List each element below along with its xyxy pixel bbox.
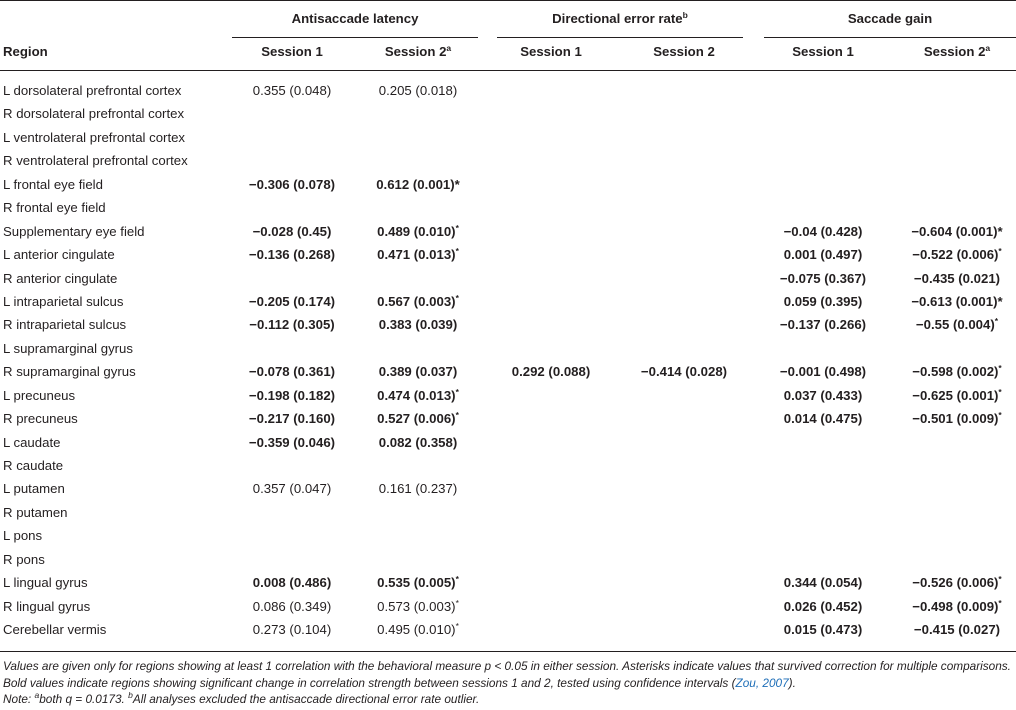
value-cell [898,267,1016,290]
footnote-note [3,691,1013,708]
value-text: 0.205 (0.018) [378,83,458,98]
value-cell [232,477,352,500]
value-cell [898,313,1016,336]
value-cell [898,618,1016,641]
value-cell [232,243,352,266]
value-text: 0.082 (0.358) [378,434,458,450]
value-text: −0.625 (0.001) [912,387,999,403]
value-cell [232,618,352,641]
value-cell [232,220,352,243]
significance-mark: * [998,363,1002,374]
value-cell [358,173,478,196]
value-text: 0.273 (0.104) [252,622,332,638]
table-row [0,149,1016,172]
value-text: 0.086 (0.349) [252,598,332,614]
value-text: −0.136 (0.268) [248,247,336,263]
region-name: L intraparietal sulcus [3,293,124,309]
value-cell [625,360,743,383]
value-cell [232,173,352,196]
header-rule [0,70,1016,71]
value-text: 0.344 (0.054) [783,575,863,591]
table-row [0,173,1016,196]
region-name: R dorsolateral prefrontal cortex [3,106,185,122]
value-text: 0.535 (0.005) [377,575,456,591]
note-b-text: All analyses excluded the antisaccade directional error rate outlier. [132,692,480,706]
table-row [0,220,1016,243]
value-cell [232,313,352,336]
table-row [0,595,1016,618]
top-rule [0,0,1016,1]
value-cell [358,79,478,102]
group-underline [232,37,478,38]
value-cell [232,79,352,102]
region-name: L caudate [3,434,61,450]
value-text: −0.498 (0.009) [912,598,999,614]
column-sup: a [985,43,991,53]
value-text: −0.112 (0.305) [249,317,335,333]
value-text: 0.161 (0.237) [378,481,458,497]
region-name: L ventrolateral prefrontal cortex [3,129,186,145]
region-name: L precuneus [3,387,76,403]
column-header-error-session-2 [625,44,743,60]
region-name: L supramarginal gyrus [3,340,133,356]
footnote-text: ). [788,675,796,690]
significance-mark: * [455,292,459,303]
value-cell [898,595,1016,618]
value-cell [358,384,478,407]
value-cell [358,431,478,454]
note-a-text: both q = 0.0173. [39,692,129,706]
value-text: −0.435 (0.021) [913,270,1001,286]
bottom-rule [0,651,1016,652]
table-row [0,618,1016,641]
value-text: 0.357 (0.047) [252,481,332,497]
table-row [0,501,1016,524]
value-cell [358,290,478,313]
significance-mark: * [998,386,1002,397]
group-header-antisaccade-latency [232,11,478,27]
significance-mark: * [998,574,1002,585]
column-header-gain-session-2 [898,44,1016,60]
region-name: Supplementary eye field [3,223,145,239]
value-cell [764,313,882,336]
value-text: −0.522 (0.006) [912,247,999,263]
value-text: −0.613 (0.001)* [911,293,1003,309]
value-cell [358,220,478,243]
column-label: Session 1 [261,44,323,59]
significance-mark: * [455,597,459,608]
group-underline [497,37,743,38]
value-cell [898,220,1016,243]
value-text: 0.567 (0.003) [377,293,456,309]
value-cell [232,384,352,407]
region-column-header: Region [3,44,48,59]
value-text: 0.389 (0.037) [378,364,458,380]
note-sup-a: a [34,690,40,700]
region-name: R precuneus [3,411,78,427]
column-header-error-session-1 [497,44,605,60]
value-text: −0.415 (0.027) [913,622,1001,638]
value-cell [898,290,1016,313]
note-prefix: Note: [3,692,35,706]
value-text: 0.026 (0.452) [783,598,863,614]
value-cell [232,571,352,594]
value-text: −0.55 (0.004) [915,317,995,333]
table-row [0,267,1016,290]
significance-mark: * [455,246,459,257]
value-cell [764,360,882,383]
table-row [0,360,1016,383]
table-row [0,126,1016,149]
value-text: 0.008 (0.486) [252,575,332,591]
value-text: 0.573 (0.003) [377,598,456,614]
column-header-antisaccade-session-2 [358,44,478,60]
group-header-directional-error-rate [497,11,743,27]
group-underline [764,37,1016,38]
region-name: R putamen [3,504,68,520]
region-name: L pons [3,528,43,544]
table-row [0,571,1016,594]
table-row [0,243,1016,266]
value-cell [898,407,1016,430]
region-name: R frontal eye field [3,200,106,216]
value-text: −0.075 (0.367) [779,270,867,286]
value-cell [232,431,352,454]
value-text: 0.612 (0.001)* [376,176,460,192]
table-row [0,477,1016,500]
value-text: 0.383 (0.039) [378,317,458,333]
column-header-antisaccade-session-1 [232,44,352,60]
value-text: 0.495 (0.010) [377,622,456,638]
group-sup: b [682,10,688,20]
value-text: 0.015 (0.473) [783,622,863,638]
significance-mark: * [455,574,459,585]
column-label: Session 1 [520,44,582,59]
table-row [0,196,1016,219]
region-name: R supramarginal gyrus [3,364,136,380]
group-label: Saccade gain [847,11,933,26]
value-text: −0.078 (0.361) [248,364,336,380]
region-name: L putamen [3,481,65,497]
value-cell [358,407,478,430]
significance-mark: * [998,246,1002,257]
region-name: R lingual gyrus [3,598,91,614]
value-text: −0.359 (0.046) [248,434,336,450]
value-cell [358,618,478,641]
value-cell [764,267,882,290]
value-text: −0.001 (0.498) [779,364,867,380]
table-row [0,524,1016,547]
table-row [0,454,1016,477]
value-text: −0.598 (0.002) [912,364,999,380]
region-name: L anterior cingulate [3,247,115,263]
value-cell [764,290,882,313]
value-text: 0.059 (0.395) [783,293,863,309]
value-text: −0.604 (0.001)* [911,223,1003,239]
table-body [0,79,1016,642]
column-label: Session 2 [384,44,447,59]
significance-mark: * [455,410,459,421]
value-text: −0.414 (0.028) [640,364,728,380]
table-row [0,102,1016,125]
value-text: −0.137 (0.266) [779,317,867,333]
value-cell [232,595,352,618]
value-cell [358,360,478,383]
citation-link[interactable]: Zou, 2007 [735,675,789,690]
value-cell [232,360,352,383]
value-cell [358,313,478,336]
group-label: Directional error rate [552,11,683,26]
region-name: R caudate [3,458,64,473]
column-sup: a [446,43,452,53]
table-row [0,407,1016,430]
value-text: 0.037 (0.433) [783,387,863,403]
value-cell [764,571,882,594]
region-name: L lingual gyrus [3,575,88,591]
region-name: R anterior cingulate [3,270,118,286]
value-cell [358,243,478,266]
value-cell [358,477,478,500]
value-text: 0.474 (0.013) [377,387,456,403]
column-label: Session 1 [792,44,854,59]
group-label: Antisaccade latency [291,11,419,26]
table-footnotes [3,658,1013,708]
value-cell [764,220,882,243]
region-name: R ventrolateral prefrontal cortex [3,153,188,169]
value-cell [898,571,1016,594]
table-row [0,548,1016,571]
significance-mark: * [455,386,459,397]
value-cell [898,384,1016,407]
table-row [0,290,1016,313]
value-text: −0.04 (0.428) [783,223,863,239]
significance-mark: * [455,621,459,632]
value-text: −0.198 (0.182) [248,387,336,403]
significance-mark: * [998,410,1002,421]
value-cell [232,407,352,430]
table-row [0,313,1016,336]
significance-mark: * [455,222,459,233]
table-row [0,337,1016,360]
value-cell [764,243,882,266]
value-text: −0.217 (0.160) [248,411,336,427]
value-cell [232,290,352,313]
column-label: Session 2 [653,44,715,59]
region-name: L dorsolateral prefrontal cortex [3,83,182,98]
region-name: Cerebellar vermis [3,622,107,638]
value-text: −0.526 (0.006) [912,575,999,591]
value-cell [898,360,1016,383]
value-text: −0.306 (0.078) [248,176,336,192]
value-text: 0.355 (0.048) [252,83,332,98]
value-text: 0.489 (0.010) [377,223,456,239]
group-header-saccade-gain [764,11,1016,27]
value-cell [764,595,882,618]
value-cell [764,384,882,407]
column-label: Session 2 [923,44,986,59]
region-name: L frontal eye field [3,176,103,192]
value-text: 0.014 (0.475) [783,411,863,427]
footnote-values [3,658,1013,691]
column-header-gain-session-1 [764,44,882,60]
value-cell [358,571,478,594]
note-sup-b: b [128,690,133,700]
value-text: 0.471 (0.013) [377,247,456,263]
table-row [0,79,1016,102]
value-text: 0.292 (0.088) [511,364,591,380]
value-text: −0.205 (0.174) [248,293,336,309]
value-cell [497,360,605,383]
value-text: −0.028 (0.45) [252,223,332,239]
table-row [0,431,1016,454]
region-name: R pons [3,551,45,567]
value-cell [898,243,1016,266]
value-text: 0.527 (0.006) [377,411,456,427]
table-row [0,384,1016,407]
value-text: 0.001 (0.497) [783,247,863,263]
region-name: R intraparietal sulcus [3,317,127,333]
footnote-text: Values are given only for regions showing at least 1 correlation with the behavioral measure p < 0.05 in either session. Asterisks indicate values that survived correction for multiple comparisons. Bold values indicate regions showing significant change in correlation strength between sessions 1 and 2, tested using confidence intervals ( [3,659,1011,690]
value-cell [764,407,882,430]
significance-mark: * [994,316,999,327]
value-cell [764,618,882,641]
significance-mark: * [998,597,1002,608]
value-text: −0.501 (0.009) [912,411,999,427]
value-cell [358,595,478,618]
